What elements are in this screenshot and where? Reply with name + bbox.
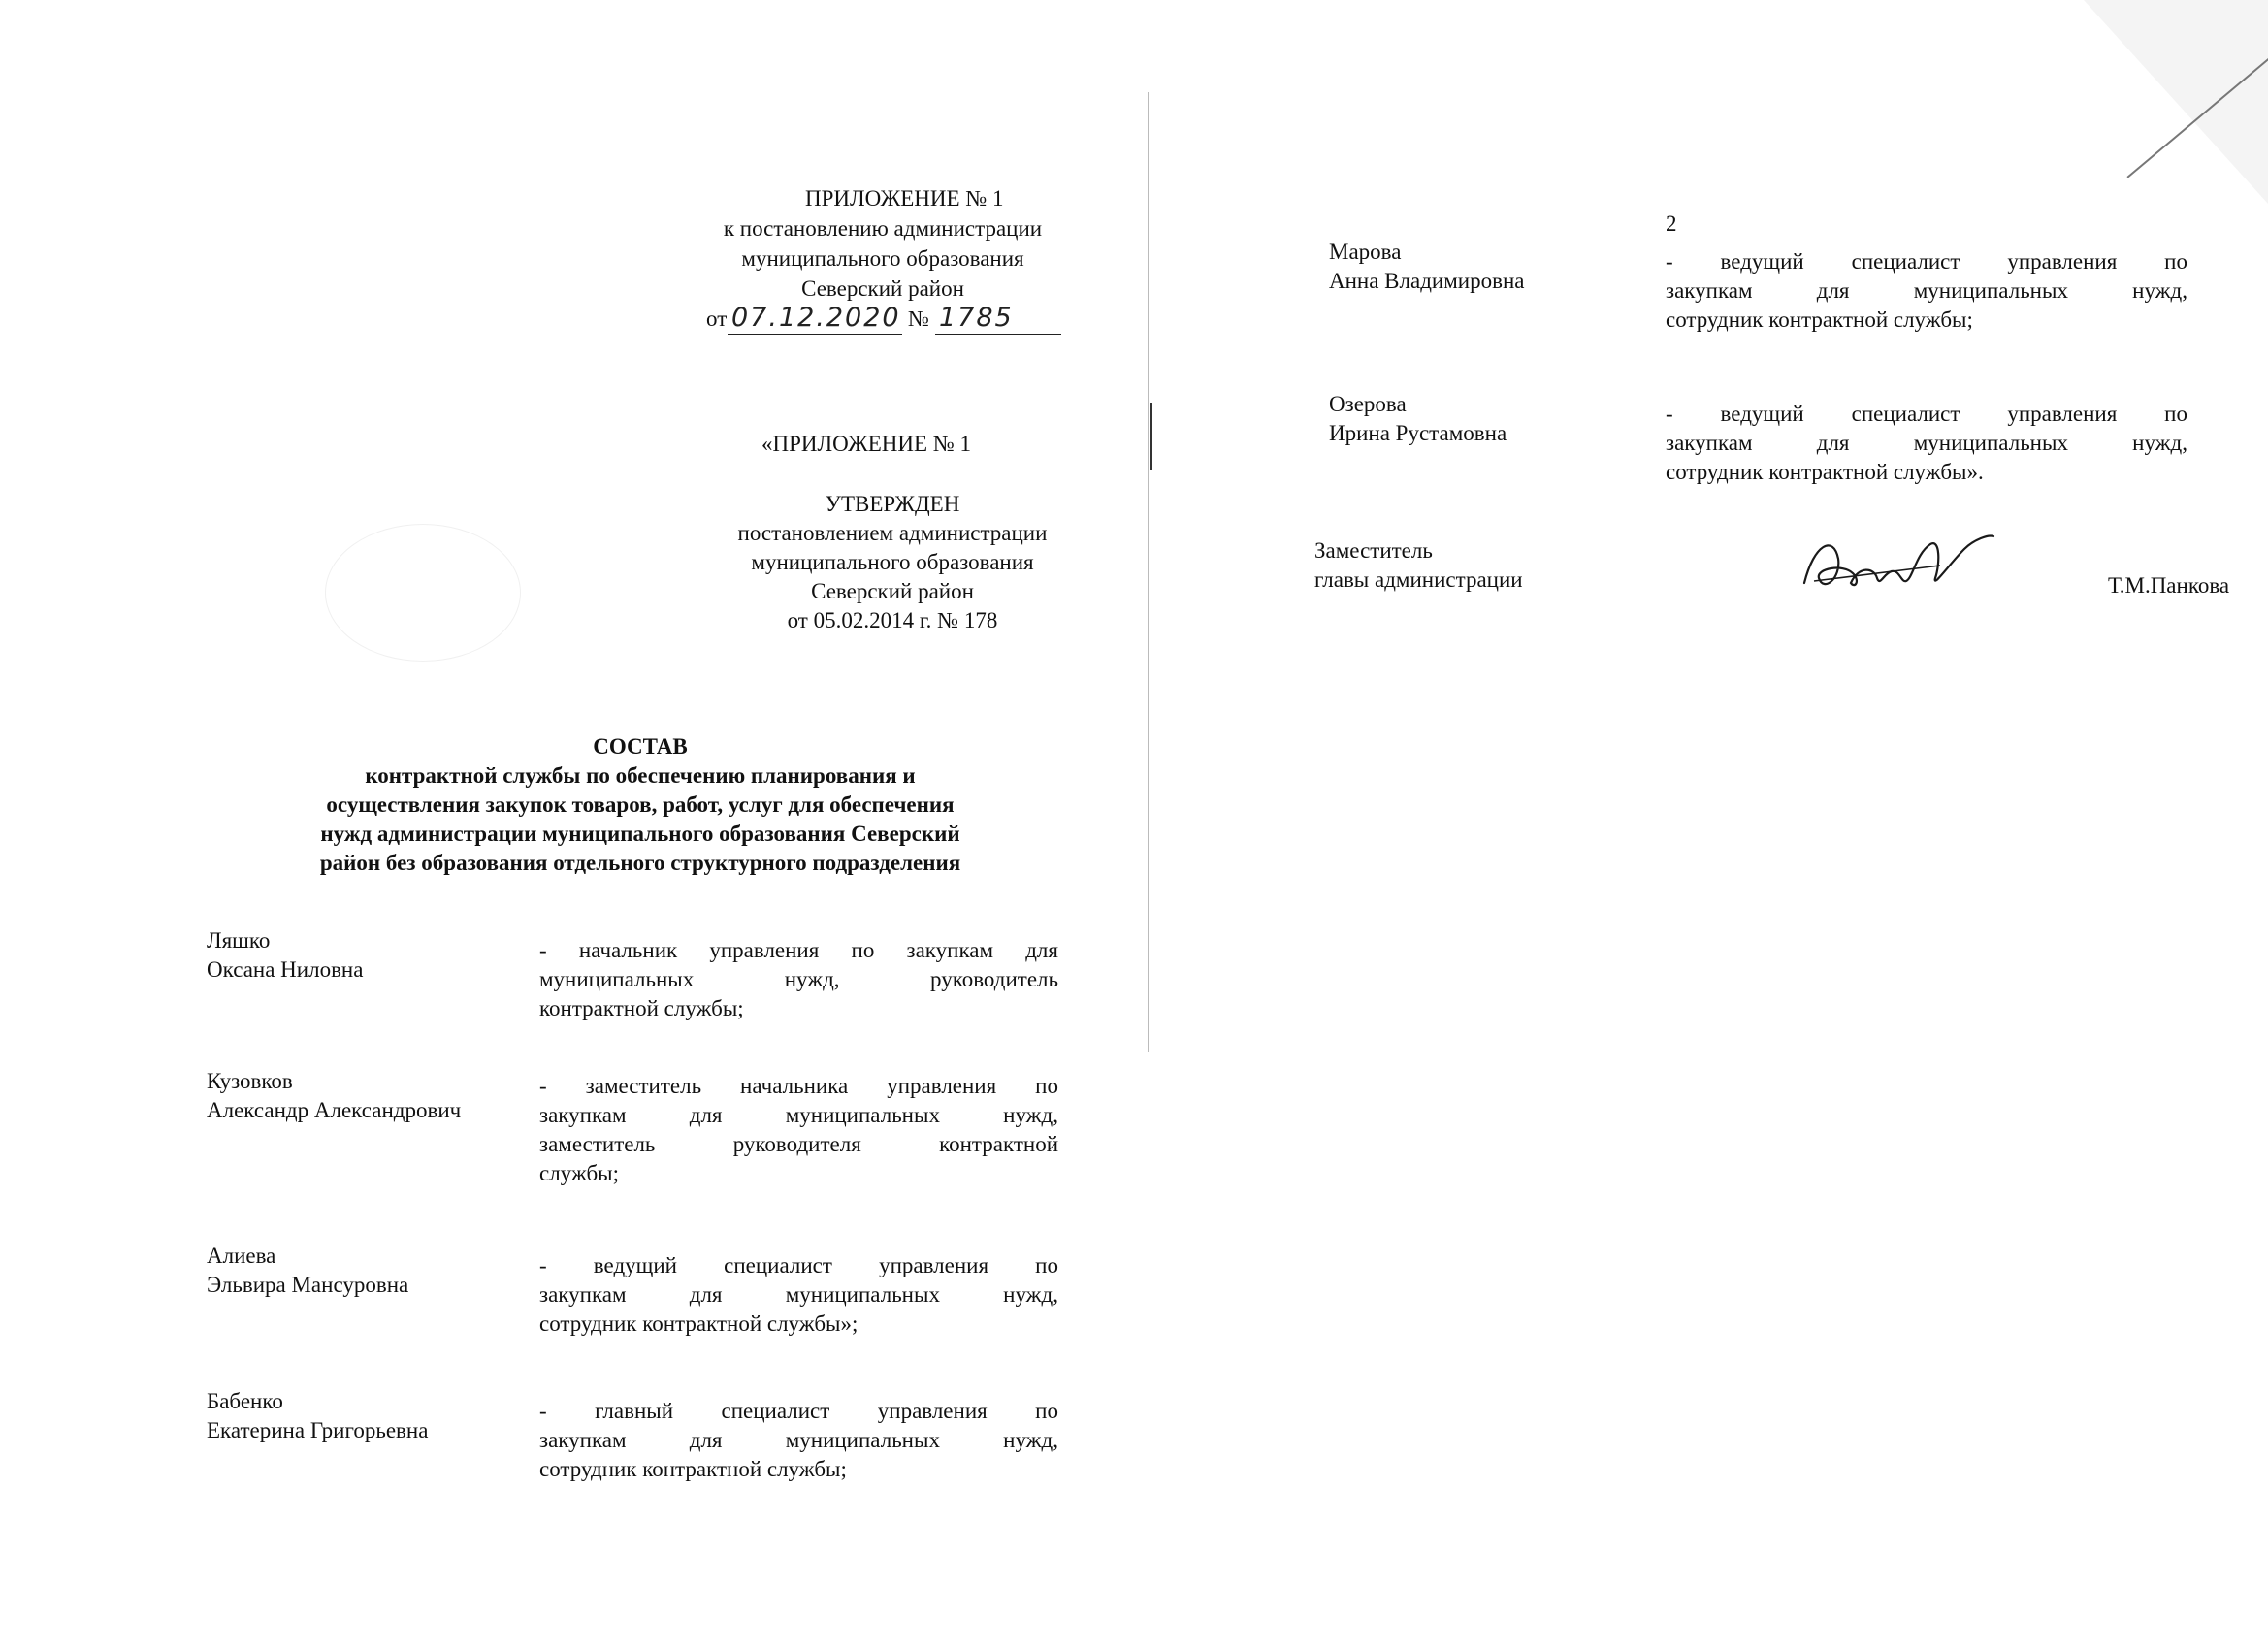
role-line: - начальник управления по закупкам для [539, 938, 1058, 962]
role-line: - ведущий специалист управления по [1666, 402, 2187, 426]
role-line: - ведущий специалист управления по [1666, 249, 2187, 274]
appendix-line-1: к постановлению администрации [723, 216, 1043, 241]
member-name: Анна Владимировна [1329, 269, 1525, 293]
appendix-line-2: муниципального образования [741, 246, 1024, 271]
approved-line-4: от 05.02.2014 г. № 178 [787, 608, 998, 632]
member-name: Александр Александрович [207, 1098, 462, 1122]
member-role [1666, 247, 2187, 335]
approved-line-1: постановлением администрации [737, 521, 1048, 545]
appendix-date-line [706, 303, 1065, 336]
handwritten-number: 1785 [939, 303, 1014, 333]
member-surname: Кузовков [207, 1069, 293, 1093]
role-line: сотрудник контрактной службы». [1666, 460, 1984, 484]
role-line: закупкам для муниципальных нужд, [1666, 431, 2187, 455]
member-surname: Марова [1329, 240, 1402, 264]
role-line: сотрудник контрактной службы; [539, 1457, 847, 1481]
role-line: - главный специалист управления по [539, 1399, 1058, 1423]
number-prefix: № [908, 307, 929, 331]
role-line: закупкам для муниципальных нужд, [539, 1428, 1058, 1452]
member-surname: Ляшко [207, 928, 271, 953]
member-role [539, 936, 1058, 1023]
member-entry [207, 1067, 1060, 1212]
handwritten-date: 07.12.2020 [731, 303, 901, 333]
member-entry [207, 926, 1060, 1052]
role-line: - заместитель начальника управления по [539, 1074, 1058, 1098]
date-prefix: от [706, 307, 728, 331]
signature-block [1314, 536, 2230, 643]
approved-line-3: Северский район [811, 579, 974, 603]
appendix-line-3: Северский район [801, 276, 964, 301]
member-entry [1329, 238, 2202, 364]
role-line: службы; [539, 1161, 620, 1185]
handwritten-signature [1795, 525, 1998, 612]
role-line: закупкам для муниципальных нужд, [539, 1282, 1058, 1307]
role-line: сотрудник контрактной службы; [1666, 307, 1973, 332]
member-role [539, 1072, 1058, 1188]
number-underline [935, 334, 1061, 335]
page-number: 2 [1666, 211, 1677, 236]
member-surname: Бабенко [207, 1389, 283, 1413]
doc-title-line-1: контрактной службы по обеспечению планирования и [365, 763, 916, 788]
member-entry [207, 1242, 1060, 1358]
right-page [1145, 0, 2268, 1649]
member-name: Екатерина Григорьевна [207, 1418, 429, 1442]
doc-title-line-2: осуществления закупок товаров, работ, услуг для обеспечения [326, 792, 955, 817]
member-name: Эльвира Мансуровна [207, 1273, 409, 1297]
doc-title-line-4: район без образования отдельного структурного подразделения [319, 851, 961, 875]
signer-name: Т.М.Панкова [2108, 573, 2230, 598]
member-role [539, 1397, 1058, 1484]
member-surname: Алиева [207, 1244, 276, 1268]
role-line: муниципальных нужд, руководитель [539, 967, 1058, 991]
member-name: Оксана Ниловна [207, 957, 364, 982]
date-underline [728, 334, 902, 335]
role-line: сотрудник контрактной службы»; [539, 1311, 859, 1336]
member-entry [1329, 390, 2202, 516]
member-entry [207, 1387, 1060, 1504]
doc-title-word: СОСТАВ [593, 734, 688, 759]
role-line: - ведущий специалист управления по [539, 1253, 1058, 1277]
approved-line-2: муниципального образования [751, 550, 1034, 574]
doc-title-line-3: нужд администрации муниципального образования Северский [320, 822, 960, 846]
role-line: заместитель руководителя контрактной [539, 1132, 1058, 1156]
member-name: Ирина Рустамовна [1329, 421, 1507, 445]
role-line: закупкам для муниципальных нужд, [1666, 278, 2187, 303]
member-role [1666, 400, 2187, 487]
quoted-appendix-title: «ПРИЛОЖЕНИЕ № 1 [761, 432, 972, 456]
role-line: контрактной службы; [539, 996, 744, 1020]
member-role [539, 1251, 1058, 1339]
role-line: закупкам для муниципальных нужд, [539, 1103, 1058, 1127]
signer-position-line-1: Заместитель [1314, 538, 1433, 563]
member-surname: Озерова [1329, 392, 1407, 416]
approved-title: УТВЕРЖДЕН [825, 492, 960, 516]
appendix-title: ПРИЛОЖЕНИЕ № 1 [805, 186, 1004, 210]
signer-position-line-2: главы администрации [1314, 567, 1523, 592]
